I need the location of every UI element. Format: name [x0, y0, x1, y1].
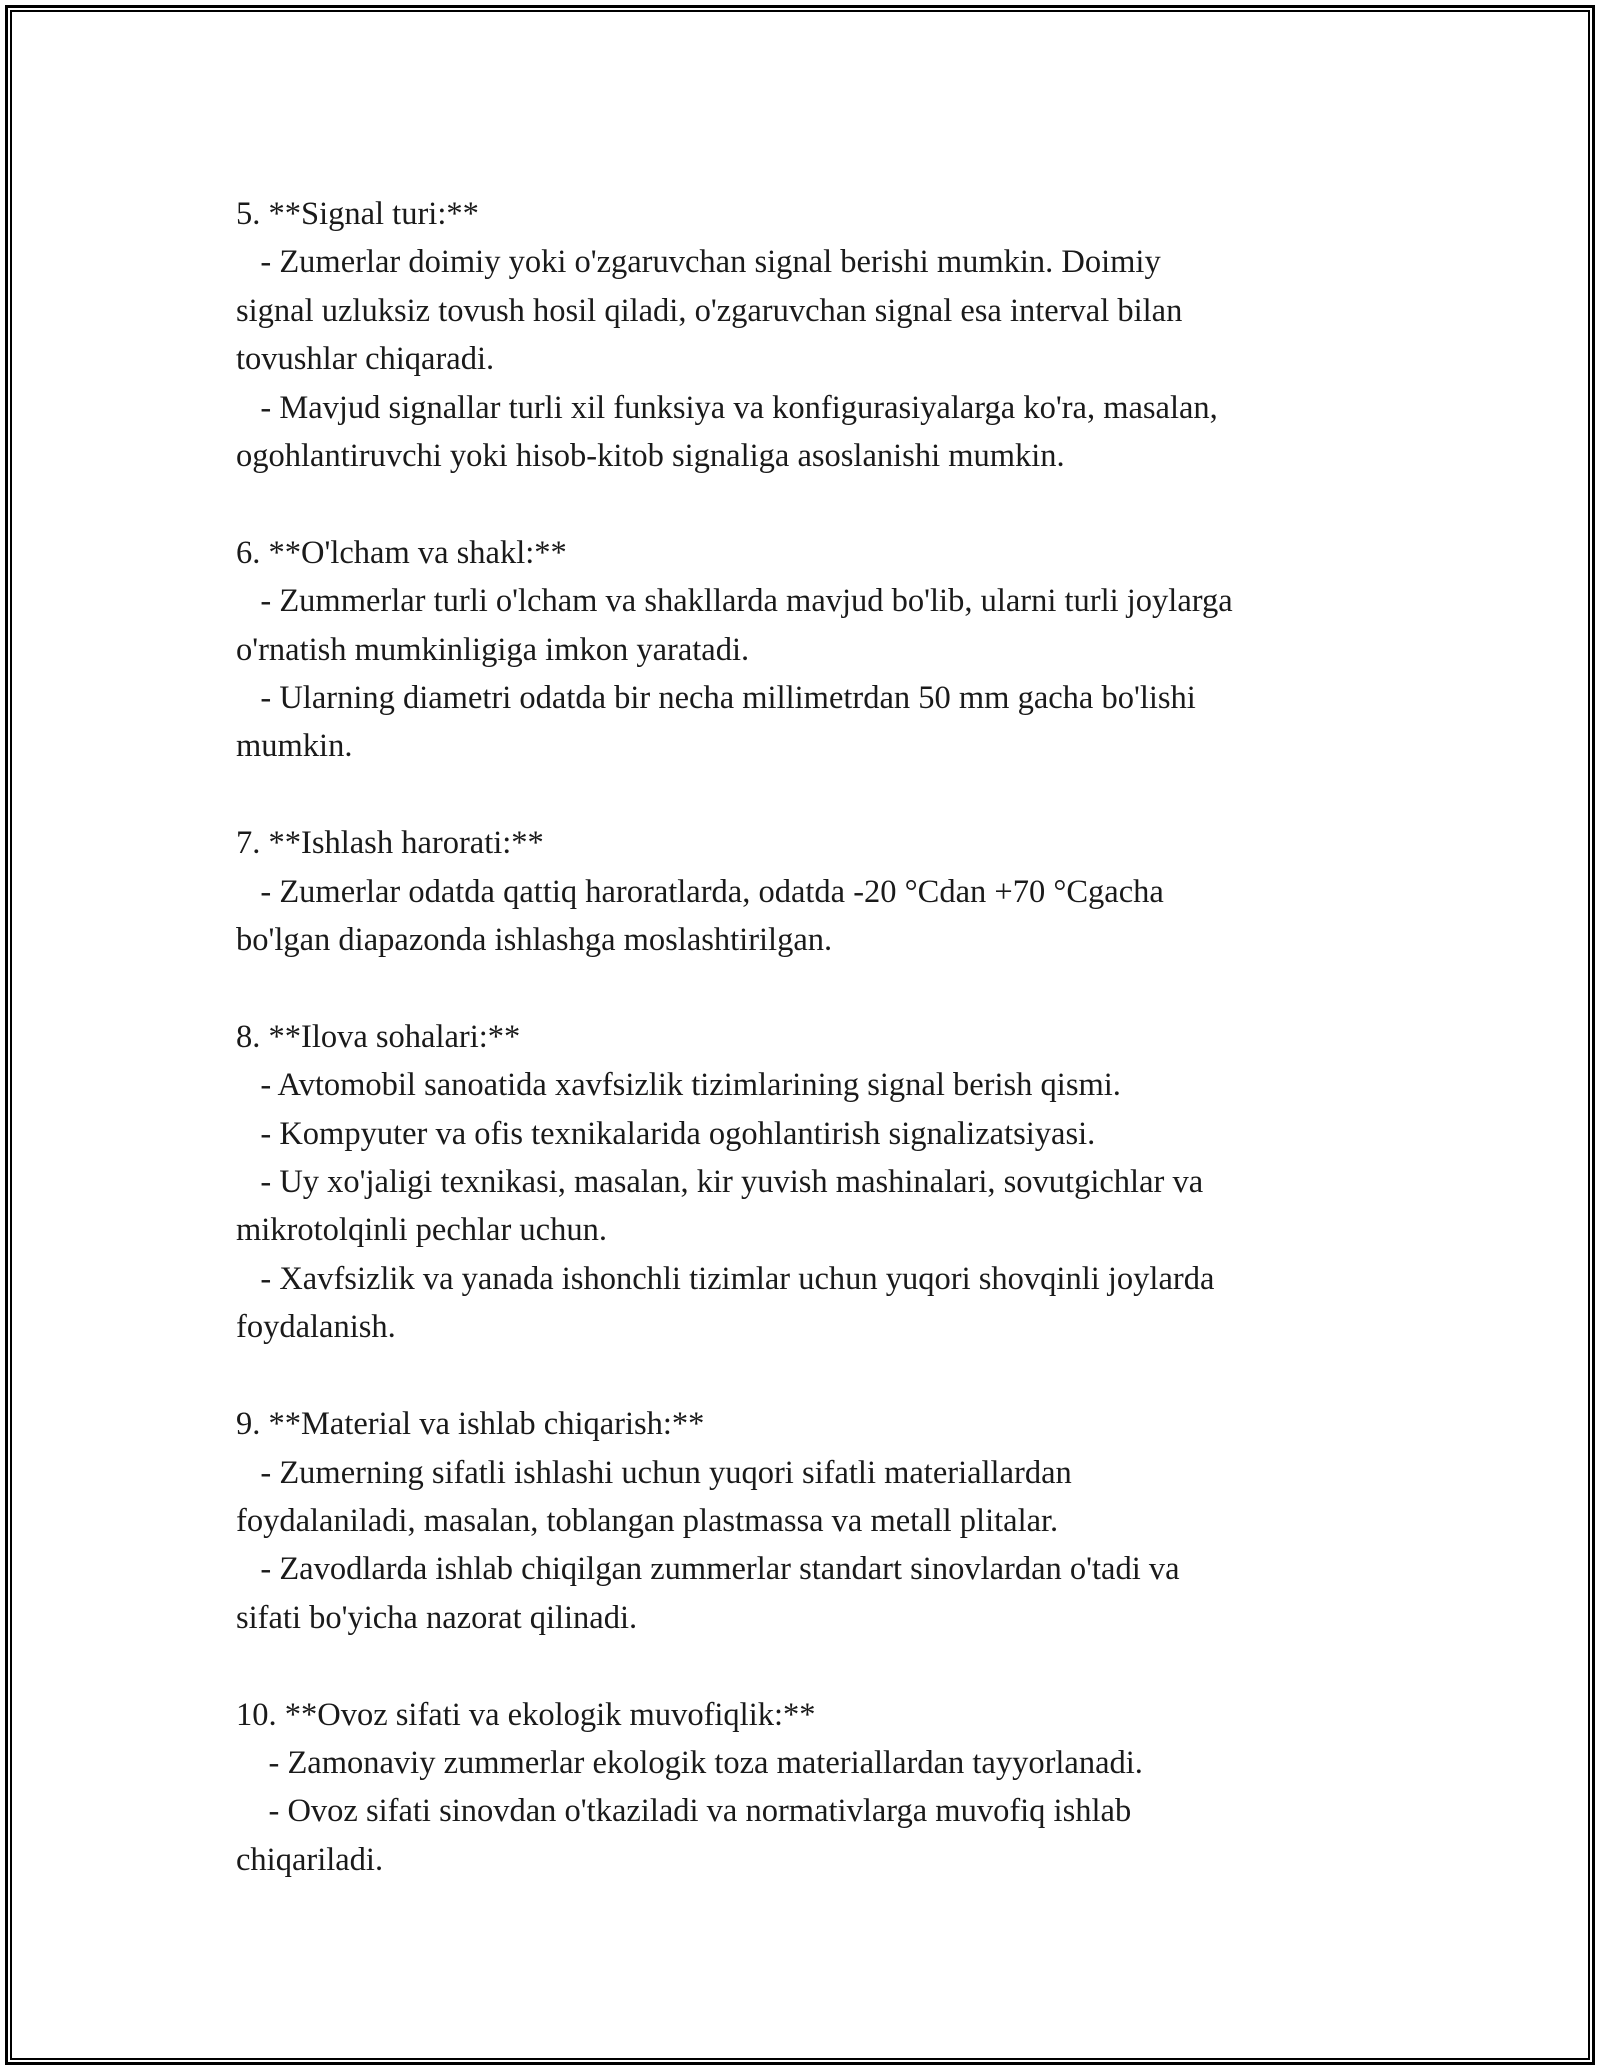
section-heading: 7. **Ishlash harorati:**	[236, 825, 544, 862]
text-line: - Uy xo'jaligi texnikasi, masalan, kir yuvish mashinalari, sovutgichlar va	[236, 1164, 1204, 1201]
section-ishlash-harorati	[236, 819, 1396, 964]
text-line: - Zumerlar doimiy yoki o'zgaruvchan signal berishi mumkin. Doimiy	[236, 244, 1161, 281]
text-line: foydalanish.	[236, 1309, 396, 1346]
text-line: mumkin.	[236, 728, 353, 765]
section-ilova-sohalari	[236, 1013, 1396, 1352]
document-body	[236, 190, 1396, 1884]
text-line: foydalaniladi, masalan, toblangan plastmassa va metall plitalar.	[236, 1502, 1059, 1539]
section-heading: 6. **O'lcham va shakl:**	[236, 534, 567, 571]
section-heading: 9. **Material va ishlab chiqarish:**	[236, 1406, 705, 1443]
section-signal-turi	[236, 190, 1396, 480]
text-line: mikrotolqinli pechlar uchun.	[236, 1212, 607, 1249]
section-ovoz-sifati	[236, 1691, 1396, 1885]
section-heading: 5. **Signal turi:**	[236, 196, 479, 232]
text-line: ogohlantiruvchi yoki hisob-kitob signaliga asoslanishi mumkin.	[236, 438, 1065, 475]
text-line: - Zumerlar odatda qattiq haroratlarda, odatda -20 °Cdan +70 °Cgacha	[236, 873, 1164, 910]
text-line: bo'lgan diapazonda ishlashga moslashtirilgan.	[236, 922, 833, 959]
text-line: - Zummerlar turli o'lcham va shakllarda mavjud bo'lib, ularni turli joylarga	[236, 583, 1233, 620]
section-heading: 10. **Ovoz sifati va ekologik muvofiqlik:**	[236, 1696, 816, 1733]
text-line: - Mavjud signallar turli xil funksiya va konfigurasiyalarga ko'ra, masalan,	[236, 389, 1218, 426]
section-material-va-ishlab-chiqarish	[236, 1400, 1396, 1642]
text-line: - Xavfsizlik va yanada ishonchli tizimlar uchun yuqori shovqinli joylarda	[236, 1260, 1215, 1297]
text-line: signal uzluksiz tovush hosil qiladi, o'zgaruvchan signal esa interval bilan	[236, 292, 1183, 329]
text-line: - Avtomobil sanoatida xavfsizlik tizimlarining signal berish qismi.	[236, 1067, 1121, 1104]
text-line: - Zumerning sifatli ishlashi uchun yuqori sifatli materiallardan	[236, 1454, 1072, 1491]
text-line: - Ovoz sifati sinovdan o'tkaziladi va normativlarga muvofiq ishlab	[236, 1793, 1132, 1830]
text-line: chiqariladi.	[236, 1841, 384, 1878]
text-line: - Kompyuter va ofis texnikalarida ogohlantirish signalizatsiyasi.	[236, 1115, 1096, 1152]
section-olcham-va-shakl	[236, 529, 1396, 771]
section-heading: 8. **Ilova sohalari:**	[236, 1018, 521, 1055]
text-line: - Zavodlarda ishlab chiqilgan zummerlar standart sinovlardan o'tadi va	[236, 1551, 1180, 1588]
text-line: - Ularning diametri odatda bir necha millimetrdan 50 mm gacha bo'lishi	[236, 680, 1196, 717]
text-line: o'rnatish mumkinligiga imkon yaratadi.	[236, 631, 750, 668]
text-line: tovushlar chiqaradi.	[236, 341, 495, 378]
text-line: sifati bo'yicha nazorat qilinadi.	[236, 1599, 638, 1636]
text-line: - Zamonaviy zummerlar ekologik toza materiallardan tayyorlanadi.	[236, 1744, 1143, 1781]
